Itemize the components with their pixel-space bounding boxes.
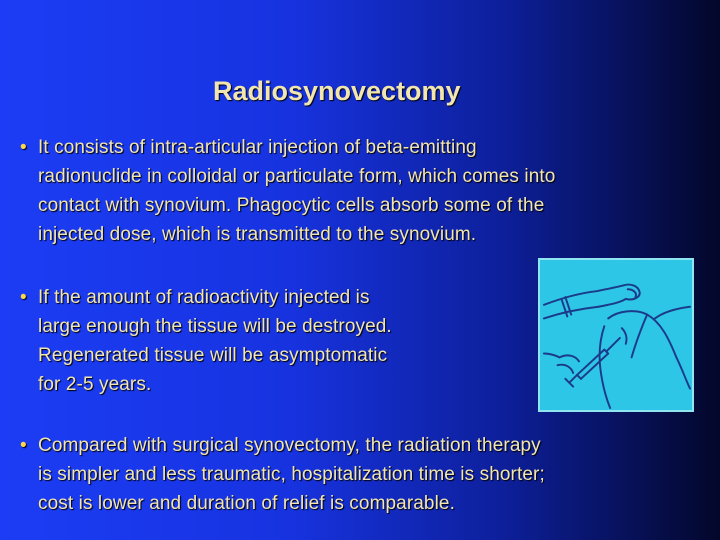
bullet-line: injected dose, which is transmitted to the synovium. <box>38 224 477 245</box>
bullet-line: is simpler and less traumatic, hospitalization time is shorter; <box>38 464 545 485</box>
bullet-line: large enough the tissue will be destroyed. <box>38 316 392 337</box>
bullet-line: Compared with surgical synovectomy, the radiation therapy <box>38 435 541 456</box>
bullet-line: cost is lower and duration of relief is comparable. <box>38 493 455 514</box>
bullet-line: for 2-5 years. <box>38 374 152 395</box>
bullet-dot: • <box>20 435 27 456</box>
bullet-line: contact with synovium. Phagocytic cells absorb some of the <box>38 195 545 216</box>
knee-injection-icon <box>540 260 692 410</box>
bullet-item-2 <box>20 283 392 399</box>
bullet-line: If the amount of radioactivity injected is <box>38 287 370 308</box>
bullet-item-1 <box>20 133 555 249</box>
bullet-line: radionuclide in colloidal or particulate form, which comes into <box>38 166 556 187</box>
bullet-line: It consists of intra-articular injection of beta-emitting <box>38 137 477 158</box>
bullet-dot: • <box>20 287 27 308</box>
slide-title: Radiosynovectomy <box>213 76 461 106</box>
bullet-dot: • <box>20 137 27 158</box>
knee-injection-illustration <box>538 258 694 412</box>
bullet-item-3 <box>20 431 545 518</box>
bullet-line: Regenerated tissue will be asymptomatic <box>38 345 388 366</box>
